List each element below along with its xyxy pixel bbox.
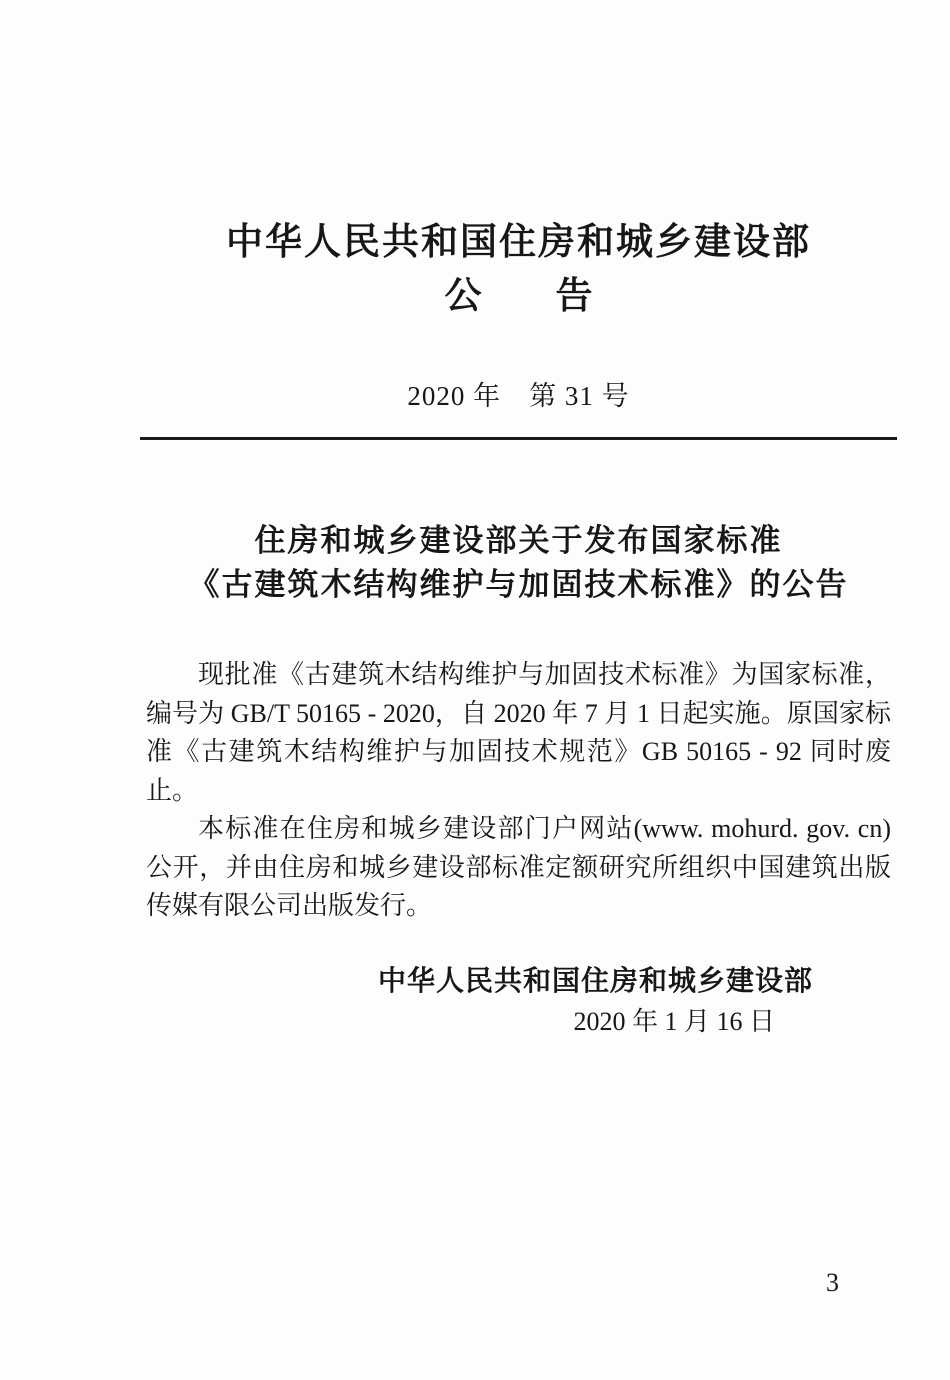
announcement-title-line1: 住房和城乡建设部关于发布国家标准 (254, 523, 783, 558)
masthead-divider (140, 437, 897, 440)
masthead-announcement-word: 公 告 (444, 275, 593, 316)
masthead-authority: 中华人民共和国住房和城乡建设部 (226, 221, 811, 262)
announcement-body (140, 656, 897, 926)
body-paragraph-approval: 现批准《古建筑木结构维护与加固技术标准》为国家标准，编号为 GB/T 50165 - 2020，自 2020 年 7 月 1 日起实施。原国家标准《古建筑木结构维护与加固技术规范》GB 50165 - 92 同时废止。 (146, 660, 891, 805)
body-paragraph-publication: 本标准在住房和城乡建设部门户网站(www. mohurd. gov. cn)公开，并由住房和城乡建设部标准定额研究所组织中国建筑出版传媒有限公司出版发行。 (146, 814, 891, 920)
announcement-sheet (140, 0, 897, 1380)
signature-authority: 中华人民共和国住房和城乡建设部 (377, 965, 813, 996)
announcement-title-line2: 《古建筑木结构维护与加固技术标准》的公告 (188, 567, 849, 602)
signature-date: 2020 年 1 月 16 日 (573, 1007, 775, 1036)
issue-number: 2020 年 第 31 号 (407, 381, 630, 411)
page-number: 3 (826, 1268, 839, 1297)
